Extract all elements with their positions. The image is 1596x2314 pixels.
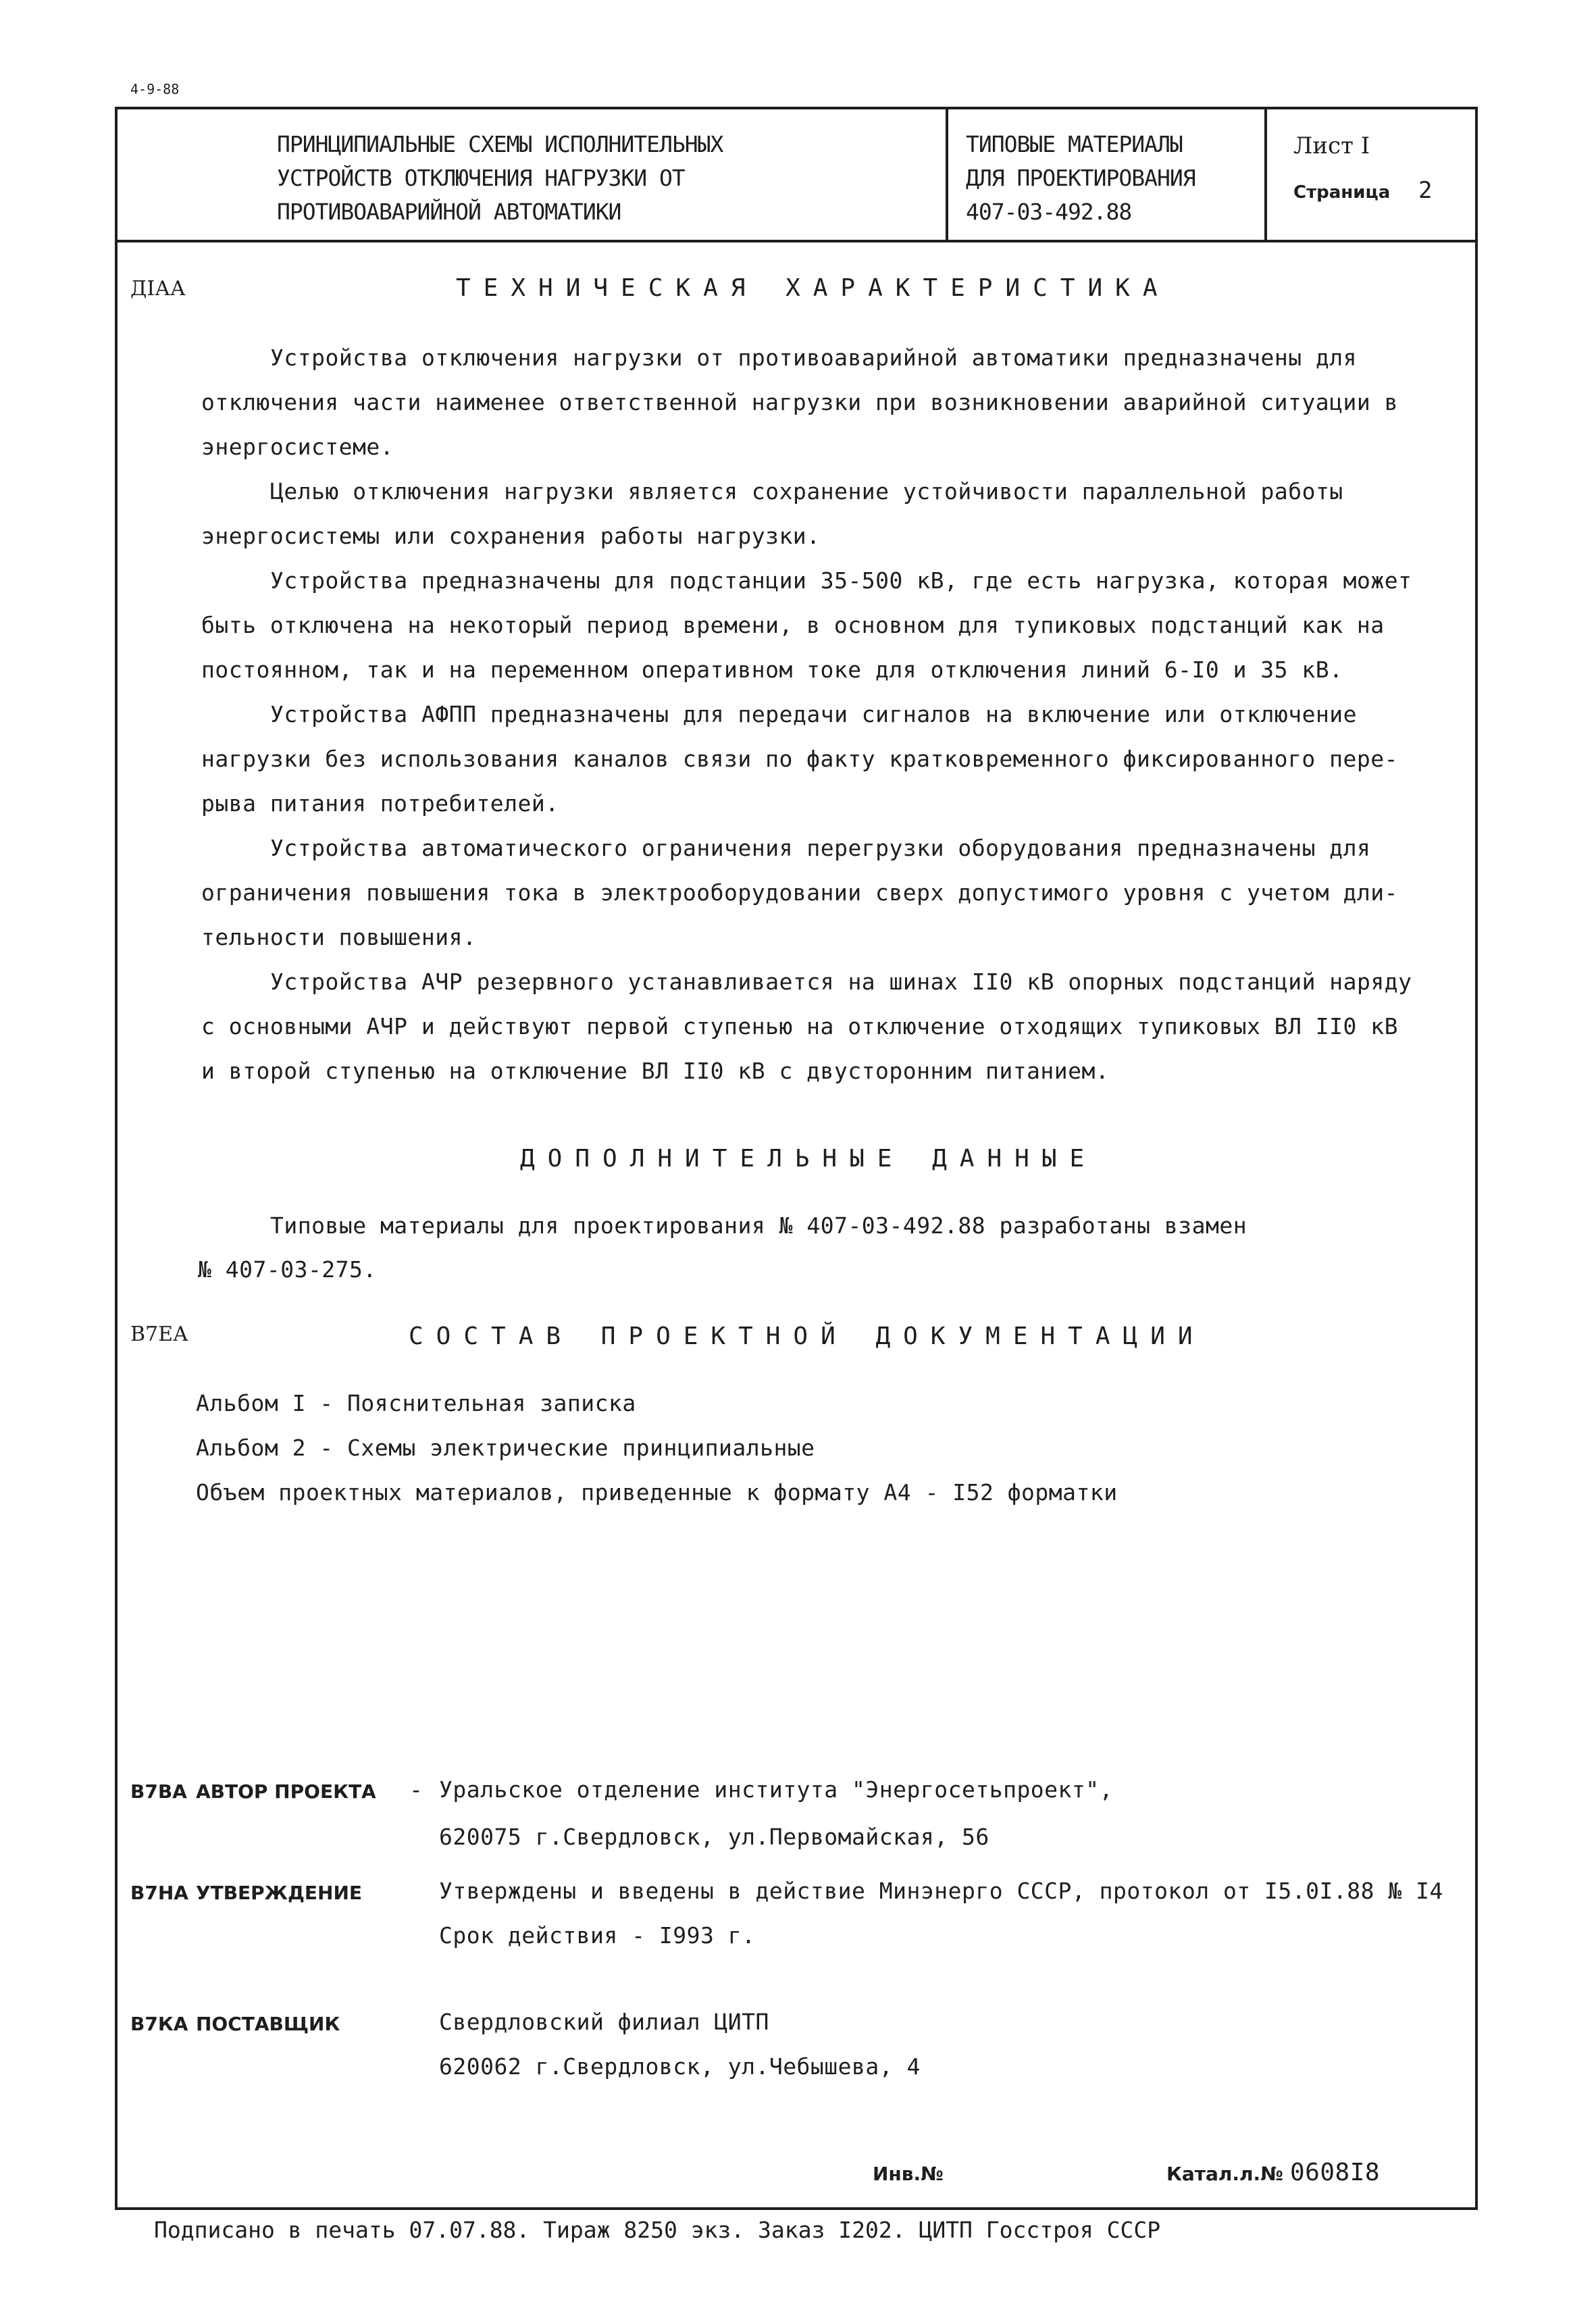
field-value: 620062 г.Свердловск, ул.Чебышева, 4 <box>439 2053 921 2080</box>
paragraph-line: Типовые материалы для проектирования № 407-03-492.88 разработаны взамен <box>270 1212 1247 1239</box>
sheet-label: Лист I <box>1293 132 1370 159</box>
paragraph-line: Устройства АФПП предназначены для передачи сигналов на включение или отключение <box>270 701 1358 727</box>
paragraph-line: энергосистеме. <box>201 434 394 460</box>
paragraph-line: Целью отключения нагрузки является сохранение устойчивости параллельной работы <box>270 478 1343 505</box>
section-code: ДIАА <box>130 277 186 301</box>
paragraph-line: энергосистемы или сохранения работы нагрузки. <box>201 523 821 549</box>
paragraph-line: Устройства отключения нагрузки от противоаварийной автоматики предназначены для <box>270 344 1358 371</box>
paragraph-line: рыва питания потребителей. <box>201 790 559 817</box>
list-item: Альбом 2 - Схемы электрические принципиальные <box>196 1435 815 1461</box>
section-heading: СОСТАВ ПРОЕКТНОЙ ДОКУМЕНТАЦИИ <box>409 1322 1206 1350</box>
field-label: УТВЕРЖДЕНИЕ <box>196 1882 363 1904</box>
paragraph-line: тельности повышения. <box>201 924 477 950</box>
list-item: Объем проектных материалов, приведенные к формату А4 - I52 форматки <box>196 1479 1118 1506</box>
section-heading: ТЕХНИЧЕСКАЯ ХАРАКТЕРИСТИКА <box>456 274 1170 302</box>
field-label: АВТОР ПРОЕКТА <box>196 1780 376 1803</box>
header-divider-vertical <box>1264 107 1267 242</box>
page-number: 2 <box>1418 177 1433 204</box>
field-value: 620075 г.Свердловск, ул.Первомайская, 56 <box>439 1824 989 1850</box>
paragraph-line: и второй ступенью на отключение ВЛ II0 кВ с двусторонним питанием. <box>201 1058 1110 1084</box>
header-series-line: ДЛЯ ПРОЕКТИРОВАНИЯ <box>966 165 1195 191</box>
paragraph-line: № 407-03-275. <box>198 1256 377 1283</box>
paragraph-line: Устройства автоматического ограничения перегрузки оборудования предназначены для <box>270 835 1371 861</box>
page-code: 4-9-88 <box>130 81 180 97</box>
field-dash: - <box>409 1776 423 1803</box>
field-value: Уральское отделение института "Энергосетьпроект", <box>439 1776 1114 1803</box>
paragraph-line: Устройства предназначены для подстанции 35-500 кВ, где есть нагрузка, которая может <box>270 567 1412 594</box>
header-series-number: 407-03-492.88 <box>966 199 1132 225</box>
paragraph-line: с основными АЧР и действуют первой ступенью на отключение отходящих тупиковых ВЛ II0 кВ <box>201 1013 1398 1039</box>
header-title-line: ПРИНЦИПИАЛЬНЫЕ СХЕМЫ ИСПОЛНИТЕЛЬНЫХ <box>277 131 723 157</box>
paragraph-line: ограничения повышения тока в электрооборудовании сверх допустимого уровня с учетом дли- <box>201 879 1398 906</box>
section-heading: ДОПОЛНИТЕЛЬНЫЕ ДАННЫЕ <box>520 1145 1098 1173</box>
field-value: Свердловский филиал ЦИТП <box>439 2009 769 2035</box>
header-series-line: ТИПОВЫЕ МАТЕРИАЛЫ <box>966 131 1183 157</box>
page-label: Страница <box>1293 182 1391 203</box>
section-code: В7ЕА <box>130 1322 188 1346</box>
print-footer: Подписано в печать 07.07.88. Тираж 8250 экз. Заказ I202. ЦИТП Госстроя СССР <box>154 2217 1161 2243</box>
field-value: Срок действия - I993 г. <box>439 1922 756 1949</box>
paragraph-line: нагрузки без использования каналов связи по факту кратковременного фиксированного пере- <box>201 746 1398 772</box>
paragraph-line: отключения части наименее ответственной нагрузки при возникновении аварийной ситуации в <box>201 389 1398 415</box>
header-divider <box>115 240 1478 242</box>
paragraph-line: Устройства АЧР резервного устанавливается на шинах II0 кВ опорных подстанций наряду <box>270 969 1412 995</box>
field-code: В7ВА <box>130 1780 187 1803</box>
field-code: В7НА <box>130 1882 188 1904</box>
paragraph-line: постоянном, так и на переменном оперативном токе для отключения линий 6-I0 и 35 кВ. <box>201 657 1343 683</box>
header-divider-vertical <box>946 107 948 242</box>
catalog-number: 0608I8 <box>1290 2159 1381 2186</box>
inventory-label: Инв.№ <box>873 2163 944 2185</box>
paragraph-line: быть отключена на некоторый период времени, в основном для тупиковых подстанций как на <box>201 612 1385 638</box>
field-label: ПОСТАВЩИК <box>196 2013 340 2035</box>
header-title-line: ПРОТИВОАВАРИЙНОЙ АВТОМАТИКИ <box>277 199 621 225</box>
catalog-label: Катал.л.№ <box>1166 2163 1283 2185</box>
field-value: Утверждены и введены в действие Минэнерго СССР, протокол от I5.0I.88 № I4 <box>439 1878 1443 1904</box>
header-title-line: УСТРОЙСТВ ОТКЛЮЧЕНИЯ НАГРУЗКИ ОТ <box>277 165 685 191</box>
field-code: В7КА <box>130 2013 188 2035</box>
list-item: Альбом I - Пояснительная записка <box>196 1390 636 1416</box>
